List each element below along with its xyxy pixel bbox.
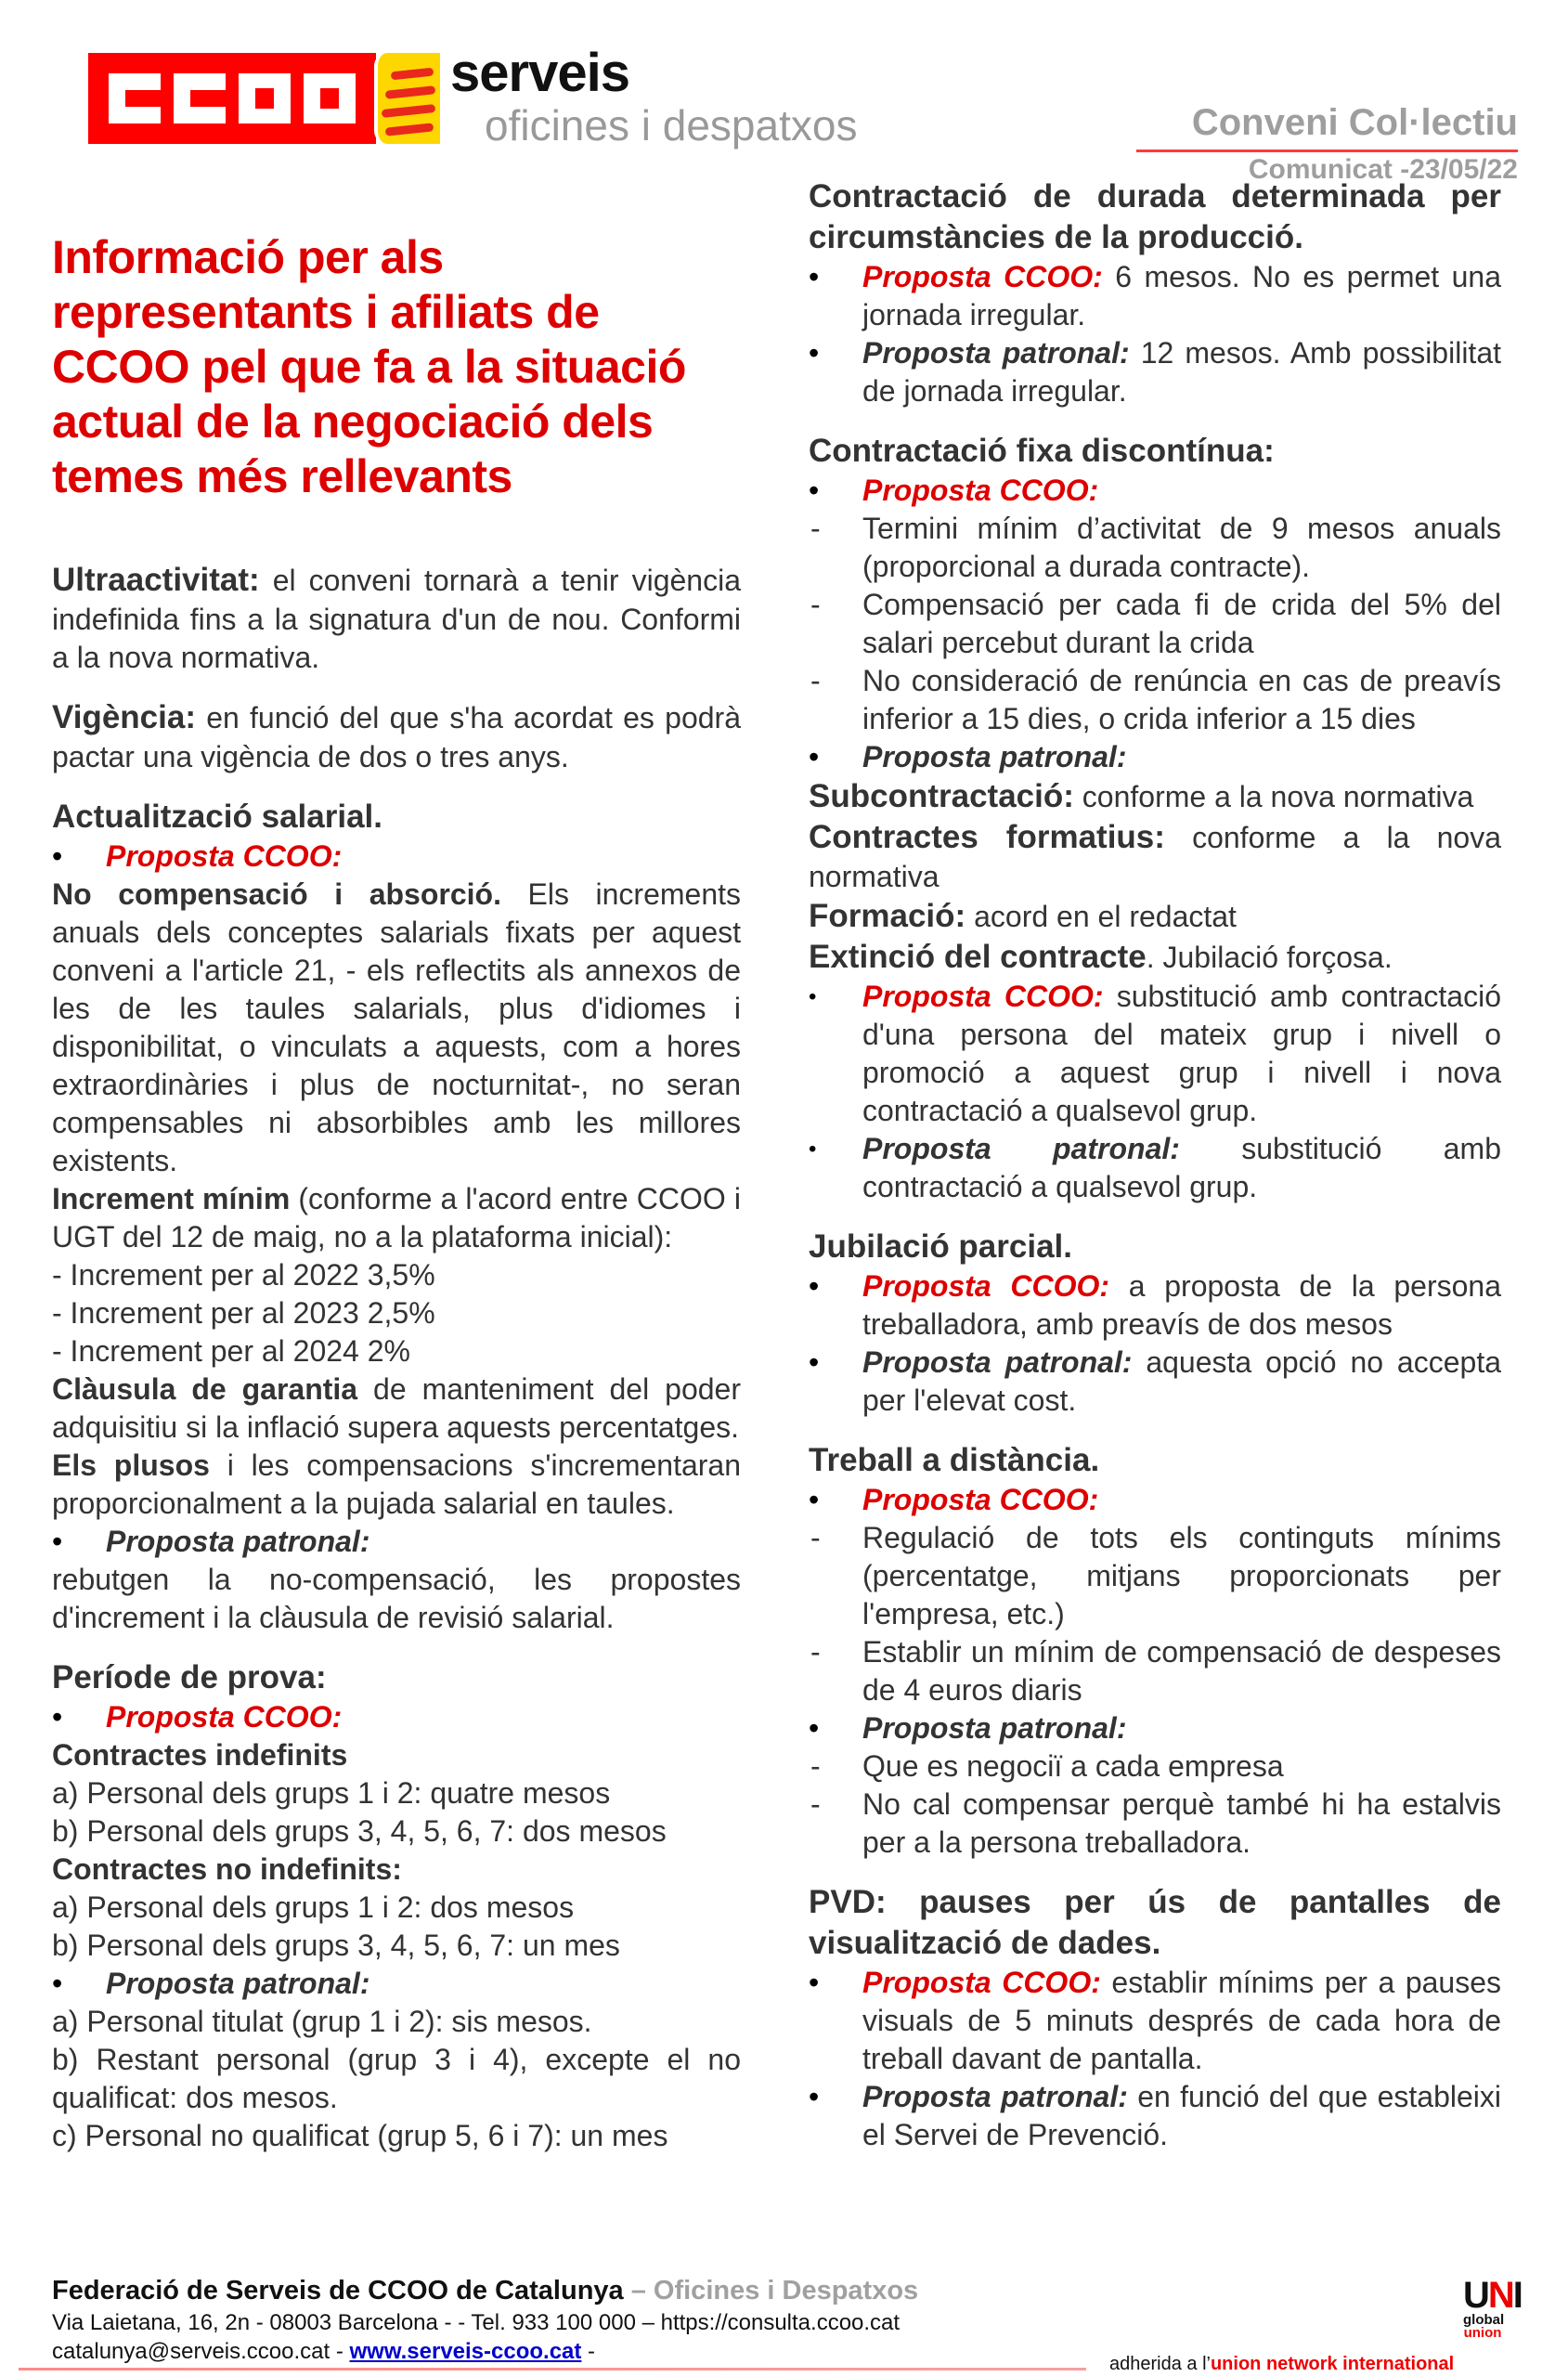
clausula-text: de manteniment del poder adquisitiu si la inflació supera aquests percentatges. — [52, 1372, 741, 1444]
bullet-proposta-patronal — [809, 738, 1501, 776]
plusos-text: i les compensacions s'incrementaran proporcionalment a la pujada salarial en taules. — [52, 1448, 741, 1520]
extincio-paragraph — [809, 937, 1501, 978]
ultraactivitat-label: Ultraactivitat: — [52, 562, 260, 598]
proposta-patronal-label: Proposta patronal: — [862, 1345, 1133, 1379]
indefinits-label: Contractes indefinits — [52, 1738, 348, 1772]
prova-item: b) Personal dels grups 3, 4, 5, 6, 7: dos mesos — [52, 1814, 667, 1848]
bullet-proposta-patronal — [809, 1709, 1501, 1747]
bullet-proposta-ccoo — [809, 1964, 1501, 2078]
proposta-patronal-label: Proposta patronal: — [862, 2080, 1128, 2113]
vigencia-text: en funció del que s'ha acordat es podrà pactar una vigència de dos o tres anys. — [52, 701, 741, 773]
extincio-patronal-text: substitució amb contractació a qualsevol grup. — [862, 1132, 1501, 1203]
bullet-proposta-ccoo — [809, 1481, 1501, 1519]
left-column — [52, 230, 741, 2155]
extincio-label: Extinció del contracte — [809, 939, 1147, 975]
fixa-ccoo-item: - No consideració de renúncia en cas de preavís inferior a 15 dies, o crida inferior a 15 dies — [809, 662, 1501, 738]
section-heading-pvd: PVD: pauses per ús de pantalles de visualització de dades. — [809, 1884, 1501, 1961]
bullet-proposta-ccoo — [809, 258, 1501, 334]
patronal-salari-text: rebutgen la no-compensació, les propostes d'increment i la clàusula de revisió salarial. — [52, 1563, 741, 1634]
extincio-ccoo-text: substitució amb contractació d'una persona del mateix grup i nivell o promoció a aquest grup i nivell i nova contractació a qualsevol grup. — [862, 980, 1501, 1127]
formatius-text: conforme a la nova normativa — [809, 821, 1502, 893]
ultraactivitat-paragraph — [52, 560, 741, 677]
bullet-proposta-ccoo — [809, 1267, 1501, 1344]
plusos-paragraph — [52, 1447, 741, 1523]
bullet-proposta-ccoo — [52, 838, 741, 876]
clausula-label: Clàusula de garantia — [52, 1372, 358, 1406]
formacio-label: Formació: — [809, 898, 966, 934]
section-heading-durada: Contractació de durada determinada per circumstàncies de la producció. — [809, 178, 1501, 255]
bullet-proposta-patronal — [809, 1130, 1501, 1206]
proposta-ccoo-label: Proposta CCOO: — [862, 1269, 1110, 1303]
increment-label: Increment mínim — [52, 1182, 291, 1215]
jubilacio-patronal-text: aquesta opció no accepta per l'elevat cost. — [862, 1345, 1501, 1417]
subcontractacio-label: Subcontractació: — [809, 778, 1074, 814]
proposta-ccoo-label: Proposta CCOO: — [862, 260, 1103, 293]
subcontractacio-text: conforme a la nova normativa — [1073, 780, 1474, 813]
bullet-proposta-patronal — [809, 2078, 1501, 2154]
uni-word-union: union — [1463, 2325, 1502, 2341]
no-compensacio-paragraph — [52, 876, 741, 1180]
adherida-prefix: adherida a l’ — [1109, 2354, 1211, 2374]
fixa-ccoo-item: - Termini mínim d’activitat de 9 mesos anuals (proporcional a durada contracte). — [809, 510, 1501, 586]
section-heading-prova: Període de prova: — [52, 1659, 327, 1695]
footer-rule — [19, 2368, 1086, 2371]
distancia-patronal-item: - Que es negociï a cada empresa — [809, 1747, 1501, 1786]
proposta-patronal-label: Proposta patronal: — [862, 740, 1127, 773]
footer-address: Via Laietana, 16, 2n - 08003 Barcelona - - Tel. 933 100 000 – https://consulta.ccoo.cat — [52, 2310, 901, 2335]
brand-name: serveis — [450, 43, 629, 103]
jubilacio-ccoo-text: a proposta de la persona treballadora, amb preavís de dos mesos — [862, 1269, 1502, 1341]
proposta-patronal-label: Proposta patronal: — [106, 1967, 370, 2000]
proposta-ccoo-label: Proposta CCOO: — [862, 1966, 1101, 1999]
distancia-patronal-item: - No cal compensar perquè també hi ha estalvis per a la persona treballadora. — [809, 1786, 1501, 1862]
section-heading-distancia: Treball a distància. — [809, 1442, 1100, 1478]
prova-item: b) Personal dels grups 3, 4, 5, 6, 7: un mes — [52, 1929, 620, 1962]
formacio-text: acord en el redactat — [965, 900, 1237, 933]
document-type: Conveni Col·lectiu — [1191, 102, 1518, 143]
increment-item: - Increment per al 2023 2,5% — [52, 1296, 435, 1330]
proposta-patronal-label: Proposta patronal: — [862, 1711, 1127, 1745]
proposta-ccoo-label: Proposta CCOO: — [862, 1483, 1099, 1516]
adherida-uni: union network international — [1210, 2354, 1455, 2374]
prova-item: b) Restant personal (grup 3 i 4), excepte el no qualificat: dos mesos. — [52, 2043, 741, 2114]
bullet-proposta-patronal — [809, 334, 1501, 410]
durada-ccoo-text: 6 mesos. No es permet una jornada irregular. — [862, 260, 1502, 331]
pvd-patronal-text: en funció del que estableixi el Servei de Prevenció. — [862, 2080, 1502, 2151]
bullet-proposta-ccoo — [52, 1698, 741, 1736]
document-date: Comunicat -23/05/22 — [1248, 154, 1518, 185]
extincio-text: . Jubilació forçosa. — [1146, 941, 1393, 974]
no-compensacio-text: Els increments anuals dels conceptes salarials fixats per aquest conveni a l'article 21, - els reflectits als annexos de les de les taules salarials, plus d'idiomes i disponibilitat, o vinculats a aquests, com a hores extraordinàries i plus de nocturnitat-, no seran compensables ni absorbibles amb les millores existents. — [52, 877, 742, 1177]
durada-patronal-text: 12 mesos. Amb possibilitat de jornada irregular. — [862, 336, 1502, 408]
section-heading-fixa: Contractació fixa discontínua: — [809, 433, 1275, 469]
proposta-patronal-label: Proposta patronal: — [106, 1525, 370, 1558]
uni-global-union-logo — [1463, 2275, 1522, 2341]
logo-red-block — [88, 53, 376, 144]
footer-website-link[interactable]: www.serveis-ccoo.cat — [349, 2339, 582, 2364]
proposta-ccoo-label: Proposta CCOO: — [862, 980, 1104, 1013]
footer-after-link: - — [581, 2339, 596, 2364]
footer-org — [52, 2278, 918, 2305]
uni-word-global: global — [1463, 2312, 1505, 2328]
prova-item: a) Personal titulat (grup 1 i 2): sis mesos. — [52, 2005, 592, 2038]
bullet-proposta-patronal — [809, 1344, 1501, 1420]
no-indefinits-label: Contractes no indefinits: — [52, 1852, 402, 1886]
increment-item: - Increment per al 2024 2% — [52, 1334, 410, 1368]
section-heading-jubilacio: Jubilació parcial. — [809, 1228, 1072, 1265]
proposta-ccoo-label: Proposta CCOO: — [106, 839, 343, 873]
vigencia-paragraph — [52, 697, 741, 776]
formacio-paragraph — [809, 896, 1501, 937]
prova-item: a) Personal dels grups 1 i 2: quatre mesos — [52, 1776, 611, 1810]
bullet-proposta-patronal — [52, 1523, 741, 1561]
bullet-proposta-ccoo — [809, 978, 1501, 1130]
proposta-ccoo-label: Proposta CCOO: — [106, 1700, 343, 1734]
senyera-flag-icon — [374, 53, 440, 144]
vigencia-label: Vigència: — [52, 699, 196, 735]
clausula-paragraph — [52, 1370, 741, 1447]
bullet-proposta-ccoo — [809, 472, 1501, 510]
section-heading-salari: Actualització salarial. — [52, 799, 382, 835]
uni-mark-icon: UNI — [1463, 2275, 1522, 2316]
brand-subtitle: oficines i despatxos — [485, 101, 858, 149]
prova-item: c) Personal no qualificat (grup 5, 6 i 7): un mes — [52, 2119, 668, 2152]
ccoo-logo — [88, 53, 436, 144]
footer-sector: – Oficines i Despatxos — [623, 2276, 919, 2306]
distancia-ccoo-item: - Establir un mínim de compensació de despeses de 4 euros diaris — [809, 1633, 1501, 1709]
increment-text: (conforme a l'acord entre CCOO i UGT del 12 de maig, no a la plataforma inicial): — [52, 1182, 742, 1253]
no-compensacio-label: No compensació i absorció. — [52, 877, 501, 911]
proposta-patronal-label: Proposta patronal: — [862, 336, 1130, 370]
footer-contact — [52, 2341, 595, 2363]
formatius-paragraph — [809, 817, 1501, 896]
prova-item: a) Personal dels grups 1 i 2: dos mesos — [52, 1890, 575, 1924]
subcontractacio-paragraph — [809, 776, 1501, 817]
footer-org-name: Federació de Serveis de CCOO de Catalunya — [52, 2276, 624, 2306]
plusos-label: Els plusos — [52, 1448, 210, 1482]
logo-letter-c1 — [109, 73, 161, 123]
logo-letter-c2 — [174, 73, 226, 123]
bullet-proposta-patronal — [52, 1965, 741, 2003]
logo-letter-o2 — [304, 73, 356, 123]
formatius-label: Contractes formatius: — [809, 819, 1165, 855]
increment-paragraph — [52, 1180, 741, 1256]
fixa-ccoo-item: - Compensació per cada fi de crida del 5% del salari percebut durant la crida — [809, 586, 1501, 662]
pvd-ccoo-text: establir mínims per a pauses visuals de 5 minuts després de cada hora de treball davant de pantalla. — [862, 1966, 1502, 2075]
right-column — [809, 176, 1501, 2154]
header-rule — [1136, 149, 1518, 152]
increment-item: - Increment per al 2022 3,5% — [52, 1258, 435, 1292]
uni-affiliation — [1109, 2355, 1454, 2373]
ultraactivitat-text: el conveni tornarà a tenir vigència indefinida fins a la signatura d'un de nou. Conformi a la nova normativa. — [52, 564, 741, 674]
proposta-patronal-label: Proposta patronal: — [862, 1132, 1180, 1165]
page-title: Informació per als representants i afiliats de CCOO pel que fa a la situació actual de la negociació dels temes més rellevants — [52, 231, 686, 502]
proposta-ccoo-label: Proposta CCOO: — [862, 474, 1099, 507]
logo-letter-o1 — [239, 73, 291, 123]
distancia-ccoo-item: - Regulació de tots els continguts mínims (percentatge, mitjans proporcionats per l'empresa, etc.) — [809, 1519, 1501, 1633]
footer-email: catalunya@serveis.ccoo.cat - — [52, 2339, 350, 2364]
